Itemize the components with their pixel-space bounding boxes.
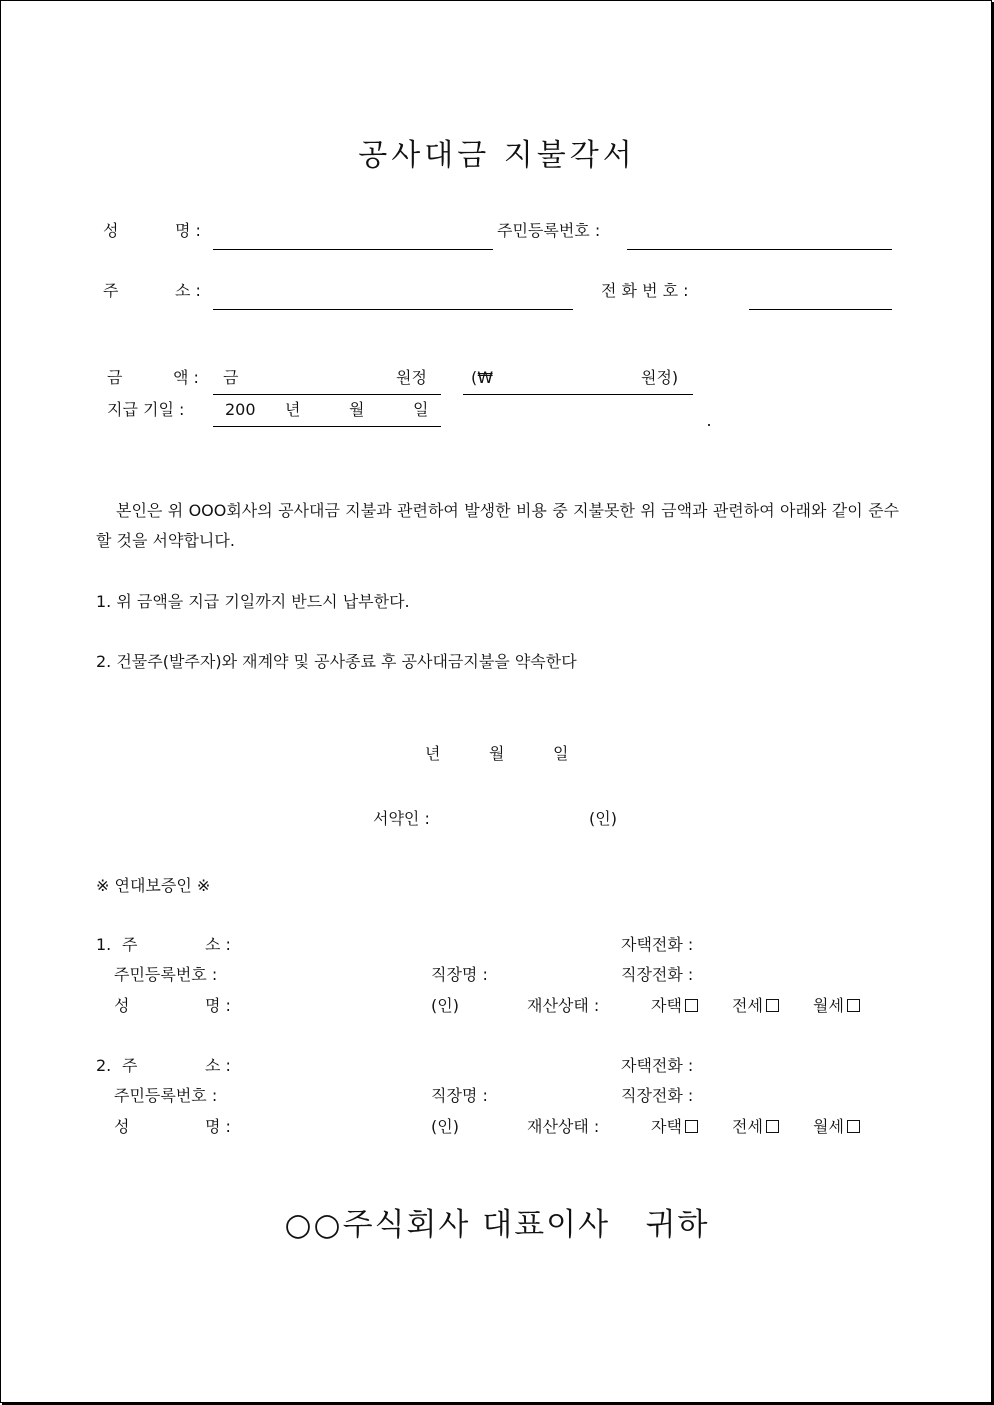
guarantor-1-resident-number-label: 주민등록번호 :: [114, 965, 218, 984]
name-label-tail: 명 :: [175, 221, 201, 240]
guarantor-1-option-monthly[interactable]: [813, 998, 860, 1014]
amount-won-open: (₩: [471, 368, 494, 387]
option-label: 전세: [732, 1117, 763, 1136]
guarantor-1-home-phone-label: 자택전화 :: [621, 935, 694, 954]
date-year: 년: [425, 744, 441, 763]
amount-label-tail: 액 :: [173, 368, 199, 387]
address-label: 주: [103, 281, 119, 300]
name-field[interactable]: [213, 249, 493, 250]
name-label: 성: [103, 221, 119, 240]
resident-number-field[interactable]: [627, 249, 892, 250]
guarantor-2-workplace-label: 직장명 :: [431, 1086, 488, 1105]
phone-field[interactable]: [749, 309, 892, 310]
guarantor-2-resident-number-label: 주민등록번호 :: [114, 1086, 218, 1105]
guarantor-1-workplace-label: 직장명 :: [431, 965, 488, 984]
guarantor-2-address-label-tail: 소 :: [205, 1056, 231, 1075]
amount-prefix: 금: [223, 368, 239, 387]
option-label: 월세: [813, 1117, 844, 1136]
due-year: 200: [225, 400, 256, 419]
option-label: 자택: [651, 1117, 682, 1136]
guarantor-1-property-label: 재산상태 :: [527, 996, 600, 1015]
signer-label: 서약인 :: [373, 809, 430, 828]
addressee: ○○주식회사 대표이사 귀하: [284, 1207, 710, 1243]
due-date-field[interactable]: [213, 426, 441, 427]
guarantor-2-seal: (인): [431, 1117, 459, 1136]
due-month-unit: 월: [349, 400, 365, 419]
checkbox-icon[interactable]: [766, 999, 779, 1012]
guarantor-2-option-own[interactable]: [651, 1119, 698, 1135]
guarantor-1-option-own[interactable]: [651, 998, 698, 1014]
amount-label: 금: [107, 368, 123, 387]
pledge-paragraph: 본인은 위 OOO회사의 공사대금 지불과 관련하여 발생한 비용 중 지불못한 위 금액과 관련하여 아래와 같이 준수할 것을 서약합니다.: [96, 501, 899, 550]
checkbox-icon[interactable]: [847, 999, 860, 1012]
signer-seal: (인): [589, 809, 617, 828]
guarantor-1-number: 1.: [96, 935, 112, 954]
guarantor-1-name-label: 성: [114, 996, 130, 1015]
due-year-unit: 년: [285, 400, 301, 419]
guarantor-2-address-label: 주: [122, 1056, 138, 1075]
guarantor-heading: ※ 연대보증인 ※: [96, 876, 211, 895]
address-label-tail: 소 :: [175, 281, 201, 300]
checkbox-icon[interactable]: [685, 999, 698, 1012]
amount-suffix: 원정: [396, 368, 427, 387]
clause-2: 2. 건물주(발주자)와 재계약 및 공사종료 후 공사대금지불을 약속한다: [96, 652, 577, 671]
amount-won-field[interactable]: [463, 394, 693, 395]
resident-number-label: 주민등록번호 :: [497, 221, 601, 240]
clause-1: 1. 위 금액을 지급 기일까지 반드시 납부한다.: [96, 592, 410, 611]
checkbox-icon[interactable]: [766, 1120, 779, 1133]
guarantor-1-address-label-tail: 소 :: [205, 935, 231, 954]
due-date-label: 지급 기일 :: [107, 400, 185, 419]
guarantor-1-seal: (인): [431, 996, 459, 1015]
document-title: 공사대금 지불각서: [358, 138, 636, 173]
guarantor-2-work-phone-label: 직장전화 :: [621, 1086, 694, 1105]
address-field[interactable]: [213, 309, 573, 310]
guarantor-2-option-jeonse[interactable]: [732, 1119, 779, 1135]
guarantor-2-number: 2.: [96, 1056, 112, 1075]
date-day: 일: [553, 744, 569, 763]
option-label: 자택: [651, 996, 682, 1015]
amount-won-close: 원정): [641, 368, 679, 387]
guarantor-2-option-monthly[interactable]: [813, 1119, 860, 1135]
option-label: 월세: [813, 996, 844, 1015]
guarantor-1-name-label-tail: 명 :: [205, 996, 231, 1015]
due-day-unit: 일: [413, 400, 429, 419]
phone-label: 전 화 번 호 :: [601, 281, 689, 300]
stray-dot: [708, 424, 710, 426]
guarantor-2-property-label: 재산상태 :: [527, 1117, 600, 1136]
guarantor-1-option-jeonse[interactable]: [732, 998, 779, 1014]
date-month: 월: [489, 744, 505, 763]
guarantor-2-name-label-tail: 명 :: [205, 1117, 231, 1136]
guarantor-2-name-label: 성: [114, 1117, 130, 1136]
checkbox-icon[interactable]: [847, 1120, 860, 1133]
amount-field[interactable]: [213, 394, 441, 395]
guarantor-1-work-phone-label: 직장전화 :: [621, 965, 694, 984]
checkbox-icon[interactable]: [685, 1120, 698, 1133]
option-label: 전세: [732, 996, 763, 1015]
guarantor-1-address-label: 주: [122, 935, 138, 954]
guarantor-2-home-phone-label: 자택전화 :: [621, 1056, 694, 1075]
